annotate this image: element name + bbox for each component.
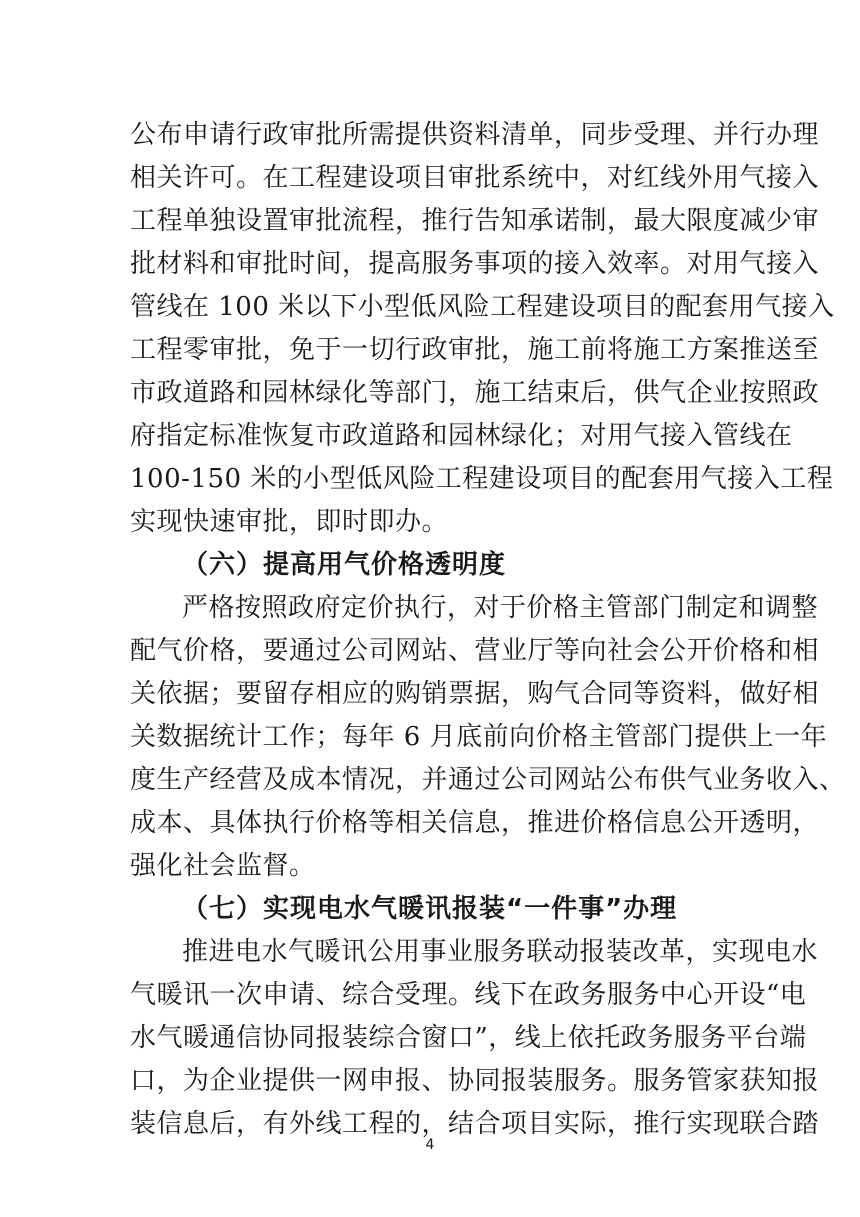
body-text-line: 关数据统计工作；每年 6 月底前向价格主管部门提供上一年 — [130, 722, 828, 752]
body-text-line: 公布申请行政审批所需提供资料清单，同步受理、并行办理 — [130, 120, 820, 150]
body-text-line: 100-150 米的小型低风险工程建设项目的配套用气接入工程 — [130, 464, 834, 494]
body-text-line: 工程零审批，免于一切行政审批，施工前将施工方案推送至 — [130, 335, 820, 365]
body-text-line: 水气暖通信协同报装综合窗口”，线上依托政务服务平台端 — [130, 1023, 807, 1053]
body-text-line: 气暖讯一次申请、综合受理。线下在政务服务中心开设“电 — [130, 980, 807, 1010]
body-text-line: 度生产经营及成本情况，并通过公司网站公布供气业务收入、 — [130, 765, 846, 795]
body-text-line: 管线在 100 米以下小型低风险工程建设项目的配套用气接入 — [130, 292, 835, 322]
section-heading: （七）实现电水气暖讯报装“一件事”办理 — [182, 894, 678, 924]
body-text-line: 工程单独设置审批流程，推行告知承诺制，最大限度减少审 — [130, 206, 820, 236]
body-text-line: 相关许可。在工程建设项目审批系统中，对红线外用气接入 — [130, 163, 820, 193]
body-text-line: 实现快速审批，即时即办。 — [130, 507, 449, 537]
body-text-line: 装信息后，有外线工程的，结合项目实际，推行实现联合踏 — [130, 1109, 820, 1139]
body-text-line: 推进电水气暖讯公用事业服务联动报装改革，实现电水 — [182, 937, 819, 967]
body-text-line: 市政道路和园林绿化等部门，施工结束后，供气企业按照政 — [130, 378, 820, 408]
section-heading: （六）提高用气价格透明度 — [182, 550, 507, 580]
page-number: 4 — [425, 1137, 435, 1153]
body-text-line: 配气价格，要通过公司网站、营业厅等向社会公开价格和相 — [130, 636, 820, 666]
body-text-line: 成本、具体执行价格等相关信息，推进价格信息公开透明， — [130, 808, 820, 838]
body-text-line: 强化社会监督。 — [130, 851, 316, 881]
body-text-line: 口，为企业提供一网申报、协同报装服务。服务管家获知报 — [130, 1066, 820, 1096]
body-text-line: 批材料和审批时间，提高服务事项的接入效率。对用气接入 — [130, 249, 820, 279]
body-text-line: 府指定标准恢复市政道路和园林绿化；对用气接入管线在 — [130, 421, 793, 451]
body-text-line: 严格按照政府定价执行，对于价格主管部门制定和调整 — [182, 593, 819, 623]
body-text-line: 关依据；要留存相应的购销票据，购气合同等资料，做好相 — [130, 679, 820, 709]
